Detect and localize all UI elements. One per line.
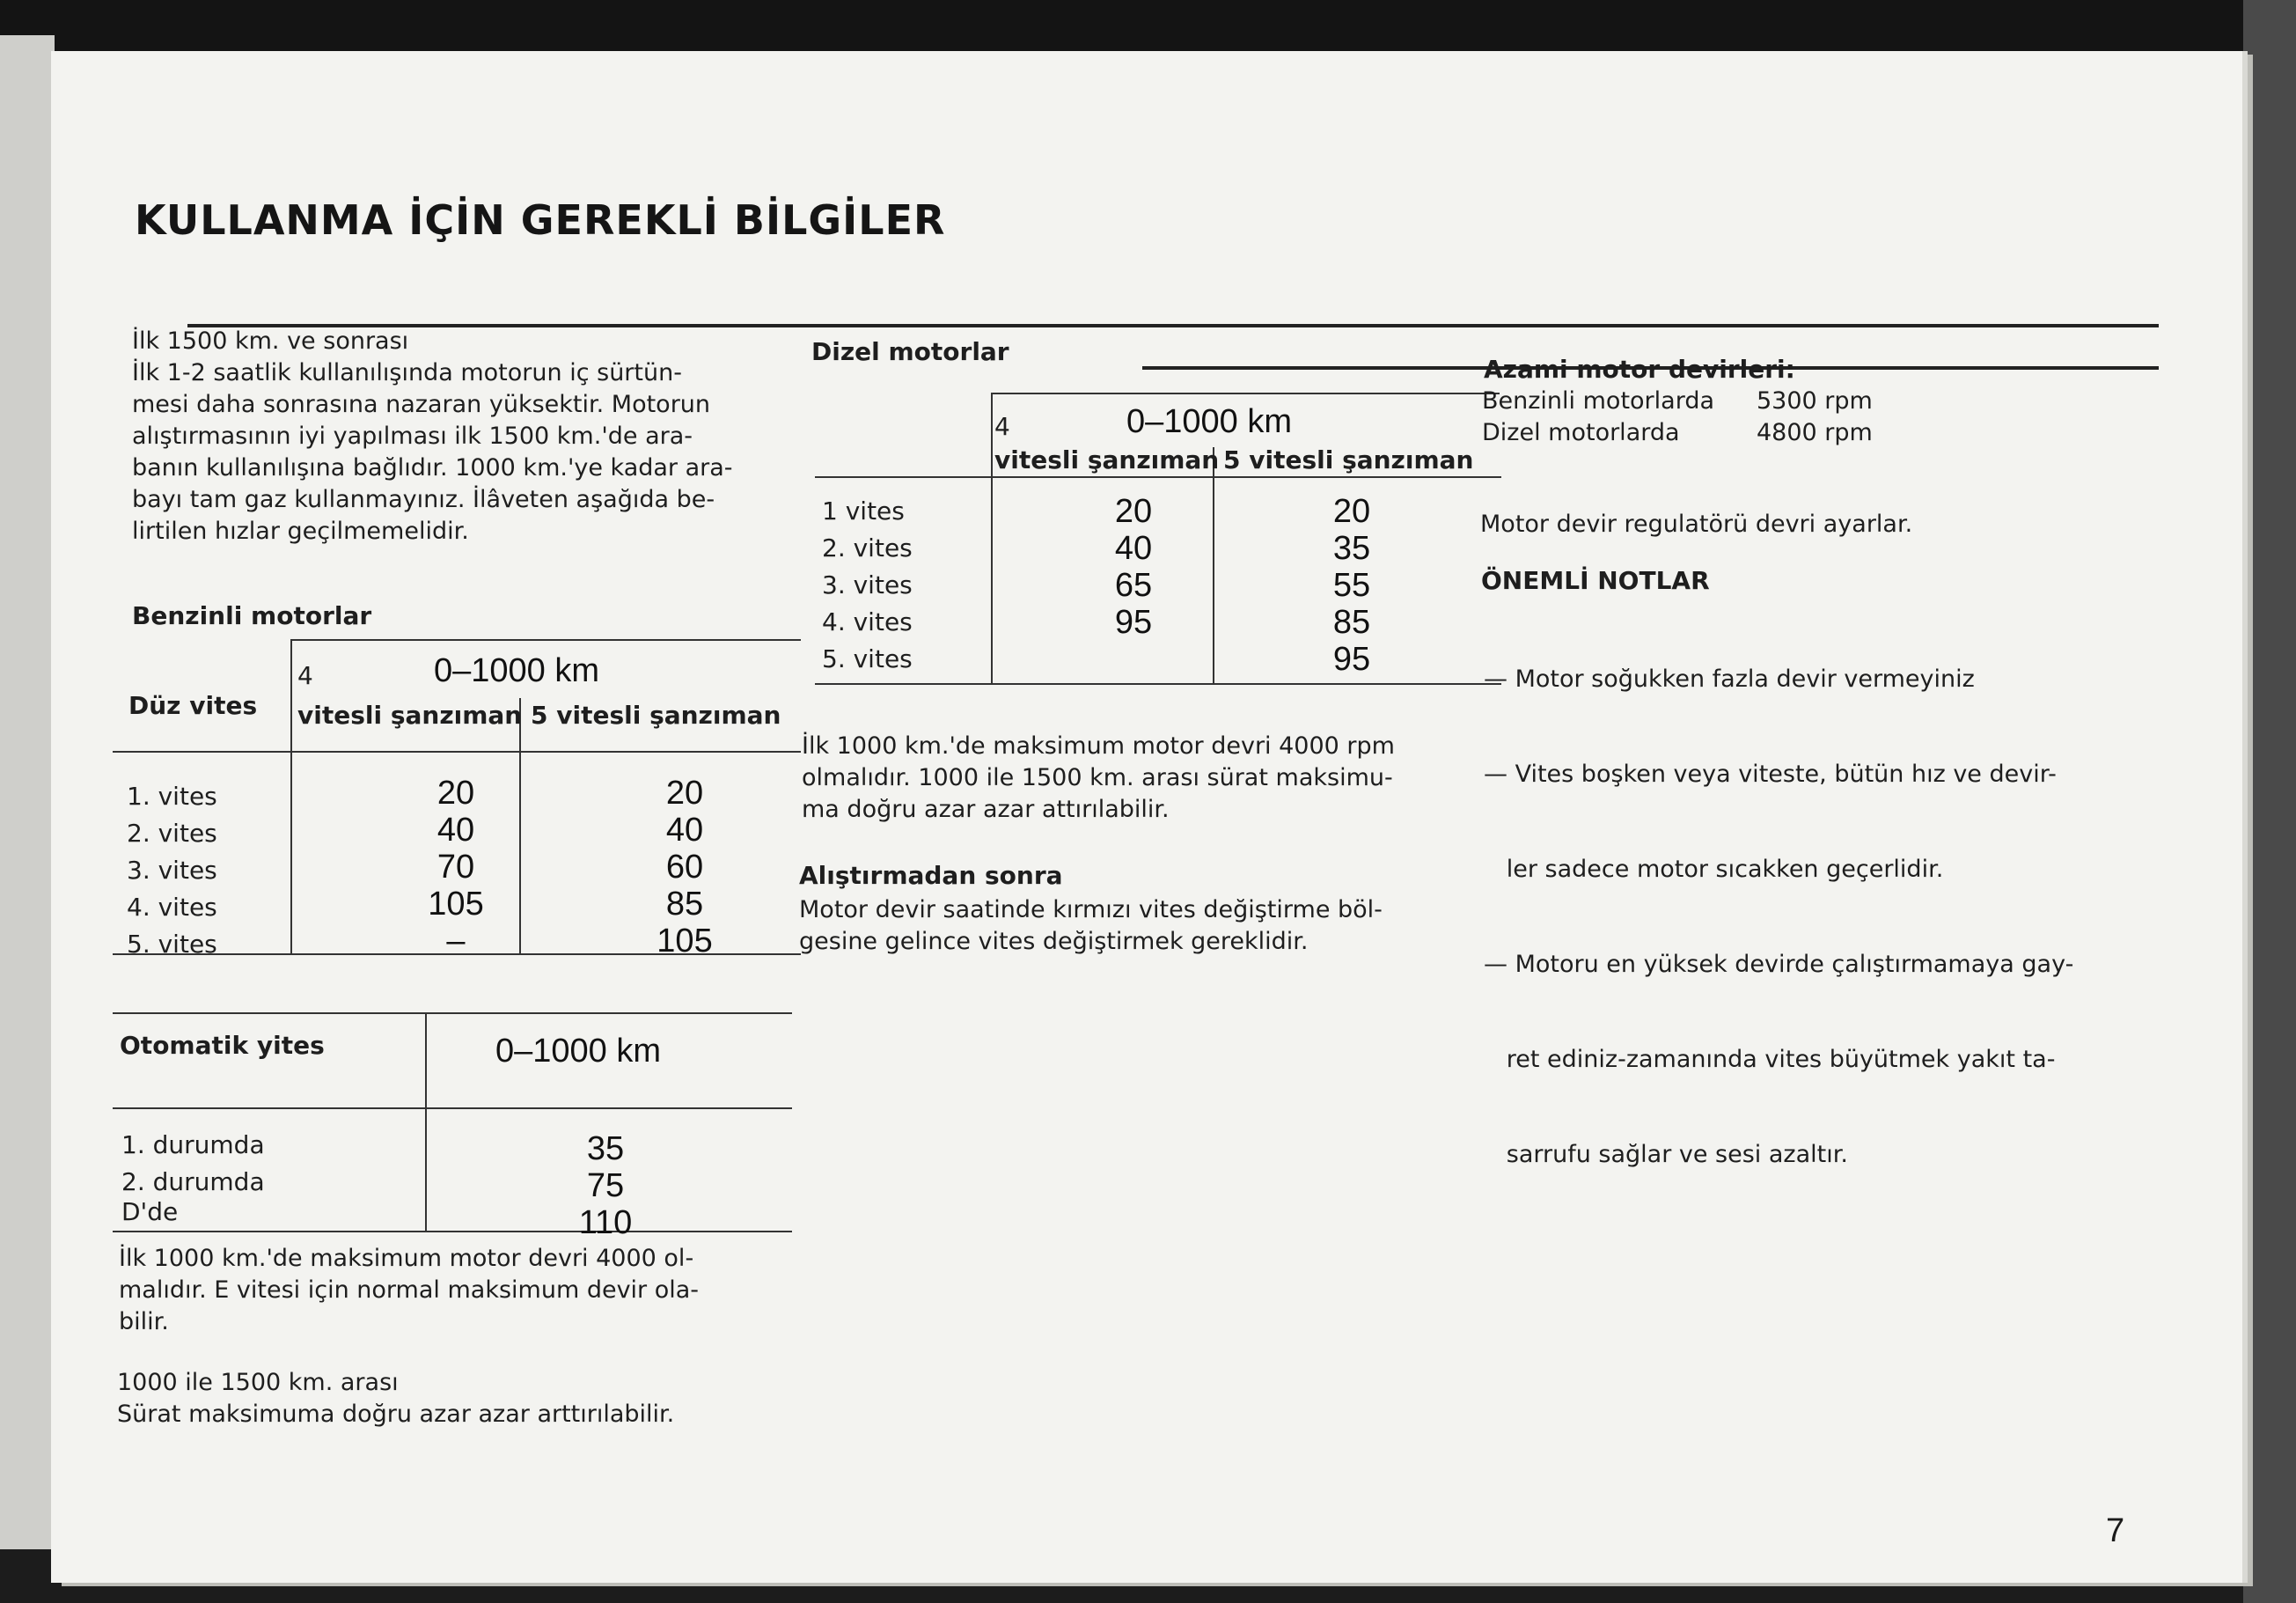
table-rule [113,751,801,753]
dizel-row-labels [822,493,913,678]
row-label: 1. vites [127,782,217,811]
row-label: 5. vites [127,930,217,959]
cell-value: 20 [665,775,704,812]
cell-value: 40 [436,812,475,849]
benzinli-col4-values [403,775,509,960]
dizel-col4-values [1081,493,1186,641]
note-line: gesine gelince vites değiştirmek gereklidir. [799,928,1309,955]
intro-line: banın kullanılışına bağlıdır. 1000 km.'ye kadar ara- [132,454,733,482]
page-title: KULLANMA İÇİN GEREKLİ BİLGİLER [135,196,946,244]
note-line: — Vites boşken veya viteste, bütün hız ve devir- [1484,761,2057,788]
azami-row [1482,386,1904,417]
row-label: 4. vites [127,893,217,922]
table-divider [290,639,292,953]
table-rule [815,683,1501,685]
note-line: malıdır. E vitesi için normal maksimum devir ola- [119,1276,700,1304]
azami-heading: Azami motor devirleri: [1484,355,1795,384]
col4-number: 4 [994,412,1010,441]
row-label: 2. vites [822,533,913,563]
note-line: Motor devir saatinde kırmızı vites değiştirme böl- [799,896,1383,923]
row-label: 1 vites [822,496,905,526]
scan-background-right [2243,0,2296,1603]
page-number: 7 [2106,1512,2125,1549]
manual-page [51,51,2242,1583]
otomatik-range-header: 0–1000 km [495,1033,662,1070]
table-divider [991,393,993,683]
intro-paragraph [132,326,733,548]
table-divider [425,1012,427,1231]
cell-value: 105 [657,923,713,960]
cell-value: 65 [1114,567,1153,604]
row-label: 3. vites [127,856,217,885]
cell-value: 110 [578,1204,633,1241]
row-label-header: Düz vites [128,691,258,720]
note-line: İlk 1000 km.'de maksimum motor devri 4000 rpm [802,732,1395,760]
alistirma-heading: Alıştırmadan sonra [799,861,1063,890]
cell-value: 85 [1332,604,1371,641]
note-line: olmalıdır. 1000 ile 1500 km. arası sürat maksimu- [802,764,1393,791]
previous-page-edge [0,35,55,1549]
table-rule [815,476,1501,478]
col4-header: vitesli şanzıman [994,445,1220,474]
otomatik-row-labels [121,1127,265,1224]
range-header: 0–1000 km [434,652,600,689]
note-line: bilir. [119,1308,169,1335]
azami-label: Benzinli motorlarda [1482,387,1715,415]
note-line: ret ediniz-zamanında vites büyütmek yakıt ta- [1484,1046,2056,1073]
row-label: 3. vites [822,570,913,599]
cell-value: 60 [665,849,704,886]
cell-value: 95 [1114,604,1153,641]
row-label: D'de [121,1197,179,1226]
cell-value: 85 [665,886,704,923]
row-label: 5. vites [822,644,913,673]
intro-line: mesi daha sonrasına nazaran yüksektir. Motorun [132,391,711,418]
table-rule [113,1231,792,1232]
azami-label: Dizel motorlarda [1482,419,1680,446]
benzinli-heading: Benzinli motorlar [132,601,372,630]
cell-value: 105 [428,886,484,923]
row-label: 2. durumda [121,1167,265,1196]
cell-value: 35 [1332,530,1371,567]
col4-header: vitesli şanzıman [297,701,523,730]
notes-heading: ÖNEMLİ NOTLAR [1481,566,1710,595]
note-line: 1000 ile 1500 km. arası [117,1369,399,1396]
note-line: ler sadece motor sıcakken geçerlidir. [1484,856,1944,883]
intro-line: alıştırmasının iyi yapılması ilk 1500 km.'de ara- [132,423,693,450]
row-label: 2. vites [127,819,217,848]
dizel-heading: Dizel motorlar [811,337,1009,366]
notes-list [1484,600,2073,1234]
row-label: 1. durumda [121,1130,265,1159]
table-divider [519,698,521,953]
cell-value: 95 [1332,641,1371,678]
benzinli-row-labels [127,778,217,963]
cell-value: 40 [1114,530,1153,567]
intro-line: bayı tam gaz kullanmayınız. İlâveten aşağıda be- [132,486,715,513]
benzinli-col5-values [632,775,737,960]
range-header: 0–1000 km [1126,403,1293,440]
cell-value: 55 [1332,567,1371,604]
note-line: İlk 1000 km.'de maksimum motor devri 4000 ol- [119,1245,694,1272]
cell-value: 20 [1114,493,1153,530]
table-divider [1213,447,1214,683]
cell-value: 40 [665,812,704,849]
dizel-note [802,731,1395,826]
note-line: — Motor soğukken fazla devir vermeyiniz [1484,665,1975,693]
note-line: sarrufu sağlar ve sesi azaltır. [1484,1141,1848,1168]
row-label: 4. vites [822,607,913,636]
cell-value: 75 [586,1167,625,1204]
intro-line: lirtilen hızlar geçilmemelidir. [132,518,469,545]
cell-value: – [446,923,466,960]
benzinli-note [119,1243,699,1338]
table-rule [113,1012,792,1014]
otomatik-header: Otomatik yites [120,1031,325,1060]
table-rule [290,639,801,641]
azami-row [1482,417,1904,449]
cell-value: 35 [586,1130,625,1167]
dizel-col5-values [1299,493,1405,678]
table-rule [113,1107,792,1109]
azami-list [1482,386,1904,449]
regulator-text: Motor devir regulatörü devri ayarlar. [1480,511,1913,538]
azami-value: 5300 rpm [1757,387,1873,415]
azami-value: 4800 rpm [1757,419,1873,446]
cell-value: 70 [436,849,475,886]
break-in-note [117,1367,674,1430]
scan-background-top [0,0,2296,53]
intro-line: İlk 1-2 saatlik kullanılışında motorun iç sürtün- [132,359,682,386]
col4-number: 4 [297,661,313,690]
intro-line: İlk 1500 km. ve sonrası [132,327,409,355]
alistirma-text [799,894,1383,958]
col5-header: 5 vitesli şanzıman [531,701,781,730]
col5-header: 5 vitesli şanzıman [1223,445,1474,474]
otomatik-values [548,1130,663,1241]
cell-value: 20 [436,775,475,812]
cell-value: 20 [1332,493,1371,530]
note-line: — Motoru en yüksek devirde çalıştırmamaya gay- [1484,951,2074,978]
note-line: Sürat maksimuma doğru azar azar arttırılabilir. [117,1401,675,1428]
note-line: ma doğru azar azar attırılabilir. [802,796,1170,823]
table-rule [991,393,1500,394]
